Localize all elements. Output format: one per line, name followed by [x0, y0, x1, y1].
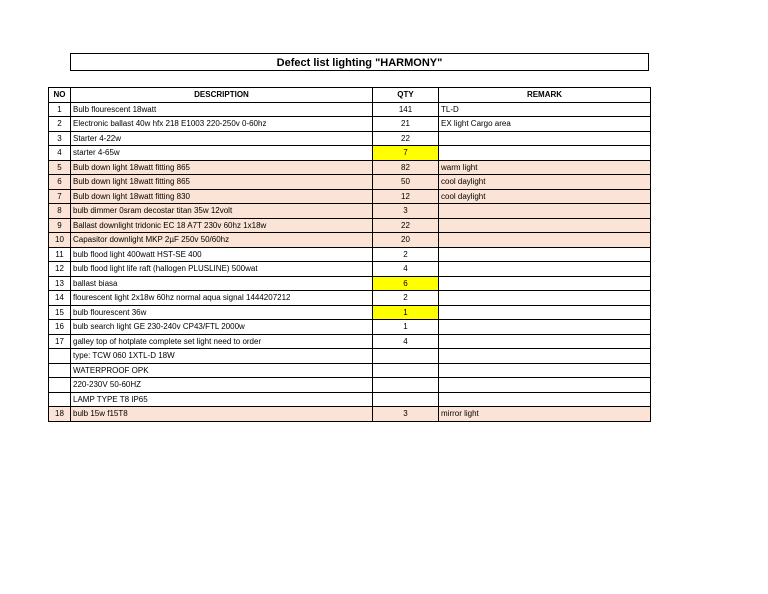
cell-remark: TL-D [439, 102, 651, 117]
cell-remark: EX light Cargo area [439, 117, 651, 132]
table-row [49, 291, 651, 306]
cell-remark [439, 262, 651, 277]
cell-description: Bulb down light 18watt fitting 865 [71, 160, 373, 175]
table-row [49, 363, 651, 378]
cell-no: 18 [49, 407, 71, 422]
cell-no: 11 [49, 247, 71, 262]
cell-qty: 2 [373, 291, 439, 306]
cell-no: 6 [49, 175, 71, 190]
cell-description: 220-230V 50-60HZ [71, 378, 373, 393]
table-row [49, 204, 651, 219]
table-row [49, 262, 651, 277]
cell-no: 2 [49, 117, 71, 132]
cell-remark [439, 291, 651, 306]
table-row [49, 378, 651, 393]
cell-qty [373, 349, 439, 364]
cell-no: 3 [49, 131, 71, 146]
table-row [49, 131, 651, 146]
cell-remark [439, 320, 651, 335]
cell-no: 5 [49, 160, 71, 175]
cell-no: 7 [49, 189, 71, 204]
cell-no: 17 [49, 334, 71, 349]
table-row [49, 276, 651, 291]
cell-remark [439, 131, 651, 146]
header-description: DESCRIPTION [71, 88, 373, 103]
cell-description: Bulb down light 18watt fitting 830 [71, 189, 373, 204]
cell-description: starter 4-65w [71, 146, 373, 161]
cell-description: bulb flourescent 36w [71, 305, 373, 320]
cell-remark [439, 363, 651, 378]
cell-description: galley top of hotplate complete set light need to order [71, 334, 373, 349]
cell-no: 8 [49, 204, 71, 219]
table-row [49, 305, 651, 320]
table-row [49, 320, 651, 335]
cell-description: bulb dimmer 0sram decostar titan 35w 12volt [71, 204, 373, 219]
cell-no [49, 363, 71, 378]
cell-no: 13 [49, 276, 71, 291]
cell-qty: 12 [373, 189, 439, 204]
table-row [49, 175, 651, 190]
cell-qty: 21 [373, 117, 439, 132]
cell-description: bulb 15w f15T8 [71, 407, 373, 422]
cell-description: Ballast downlight tridonic EC 18 A7T 230v 60hz 1x18w [71, 218, 373, 233]
cell-remark [439, 233, 651, 248]
cell-remark: mirror light [439, 407, 651, 422]
header-no: NO [49, 88, 71, 103]
cell-qty: 2 [373, 247, 439, 262]
cell-description: LAMP TYPE T8 IP65 [71, 392, 373, 407]
cell-no [49, 349, 71, 364]
cell-remark [439, 204, 651, 219]
cell-description: Bulb flourescent 18watt [71, 102, 373, 117]
cell-qty: 22 [373, 218, 439, 233]
cell-no: 9 [49, 218, 71, 233]
cell-no: 4 [49, 146, 71, 161]
cell-description: Electronic ballast 40w hfx 218 E1003 220-250v 0-60hz [71, 117, 373, 132]
document-title: Defect list lighting "HARMONY" [70, 53, 649, 71]
cell-qty: 3 [373, 204, 439, 219]
cell-remark: cool daylight [439, 189, 651, 204]
table-row [49, 218, 651, 233]
table-row [49, 349, 651, 364]
cell-description: Bulb down light 18watt fitting 865 [71, 175, 373, 190]
cell-description: type: TCW 060 1XTL-D 18W [71, 349, 373, 364]
cell-qty: 4 [373, 334, 439, 349]
cell-no: 12 [49, 262, 71, 277]
cell-no: 16 [49, 320, 71, 335]
header-row [49, 88, 651, 103]
cell-no: 15 [49, 305, 71, 320]
cell-description: Capasitor downlight MKP 2µF 250v 50/60hz [71, 233, 373, 248]
cell-remark [439, 218, 651, 233]
cell-no: 10 [49, 233, 71, 248]
cell-qty: 3 [373, 407, 439, 422]
table-row [49, 334, 651, 349]
cell-remark: cool daylight [439, 175, 651, 190]
table-row [49, 247, 651, 262]
cell-qty [373, 392, 439, 407]
cell-qty: 1 [373, 305, 439, 320]
cell-description: flourescent light 2x18w 60hz normal aqua signal 1444207212 [71, 291, 373, 306]
cell-remark [439, 334, 651, 349]
table-row [49, 102, 651, 117]
cell-qty [373, 378, 439, 393]
header-remark: REMARK [439, 88, 651, 103]
table-row [49, 189, 651, 204]
cell-description: WATERPROOF OPK [71, 363, 373, 378]
header-qty: QTY [373, 88, 439, 103]
cell-qty: 82 [373, 160, 439, 175]
table-row [49, 117, 651, 132]
cell-remark [439, 146, 651, 161]
table-body [49, 102, 651, 421]
cell-qty: 50 [373, 175, 439, 190]
table-row [49, 146, 651, 161]
cell-remark [439, 305, 651, 320]
cell-qty: 4 [373, 262, 439, 277]
cell-description: bulb flood light 400watt HST-SE 400 [71, 247, 373, 262]
table-row [49, 160, 651, 175]
cell-description: bulb search light GE 230-240v CP43/FTL 2000w [71, 320, 373, 335]
cell-description: ballast biasa [71, 276, 373, 291]
cell-remark [439, 247, 651, 262]
cell-description: bulb flood light life raft (hallogen PLUSLINE) 500wat [71, 262, 373, 277]
table-row [49, 407, 651, 422]
cell-qty: 6 [373, 276, 439, 291]
cell-no [49, 378, 71, 393]
cell-remark: warm light [439, 160, 651, 175]
cell-remark [439, 276, 651, 291]
cell-qty [373, 363, 439, 378]
cell-qty: 20 [373, 233, 439, 248]
cell-no [49, 392, 71, 407]
table-row [49, 233, 651, 248]
cell-description: Starter 4-22w [71, 131, 373, 146]
cell-no: 14 [49, 291, 71, 306]
cell-qty: 141 [373, 102, 439, 117]
cell-remark [439, 392, 651, 407]
cell-remark [439, 349, 651, 364]
cell-qty: 1 [373, 320, 439, 335]
cell-no: 1 [49, 102, 71, 117]
cell-qty: 22 [373, 131, 439, 146]
table-row [49, 392, 651, 407]
defect-table [48, 87, 651, 422]
cell-qty: 7 [373, 146, 439, 161]
cell-remark [439, 378, 651, 393]
